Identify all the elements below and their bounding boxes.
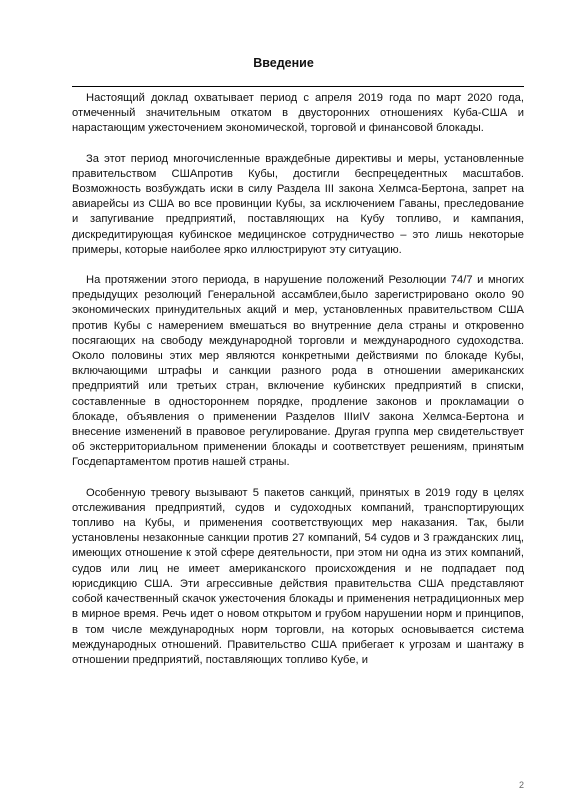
paragraph-1: Настоящий доклад охватывает период с апреля 2019 года по март 2020 года, отмеченный значительным откатом в двусторонних отношениях Куба-США и нарастающим ужесточением экономической, торговой и финансовой блокады. <box>72 92 524 135</box>
title-divider <box>72 86 524 87</box>
paragraph-4: Особенную тревогу вызывают 5 пакетов санкций, принятых в 2019 году в целях отслеживания предприятий, судов и судоходных компаний, транспортирующих топливо на Кубы, и применения соответствующих мер наказания. Так, были установлены незаконные санкции против 27 компаний, 54 судов и 3 гражданских лиц, имеющих отношение к этой сфере деятельности, при этом ни одна из этих компаний, судов или лиц не имеет американского происхождения и не подпадает под юрисдикцию США. Эти агрессивные действия правительства США представляют собой качественный скачок ужесточения блокады и применения нетрадиционных мер в мирное время. Речь идет о новом открытом и грубом нарушении норм и принципов, в том числе международных норм торговли, на которых основывается система международных отношений. Правительство США прибегает к угрозам и шантажу в отношении предприятий, поставляющих топливо Кубе, и <box>72 486 524 666</box>
paragraph-2: За этот период многочисленные враждебные директивы и меры, установленные правительством СШАпротив Кубы, достигли беспрецедентных масштабов. Возможность возбуждать иски в силу Раздела III закона Хелмса-Бертона, запрет на авиарейсы из США во все провинции Кубы, за исключением Гаваны, преследование и запугивание предприятий, поставляющих на Кубу топливо, и кампания, дискредитирующая кубинское медицинское сотрудничество – это лишь некоторые примеры, которые наиболее ярко иллюстрируют эту ситуацию. <box>72 152 524 256</box>
document-body <box>72 91 524 683</box>
page-title: Введение <box>253 56 314 70</box>
page-number: 2 <box>518 780 524 790</box>
paragraph-3: На протяжении этого периода, в нарушение положений Резолюции 74/7 и многих предыдущих резолюций Генеральной ассамблеи,было зарегистрировано около 90 экономических принудительных акций и мер, установленных правительством США против Кубы с намерением вмешаться во внутренние дела страны и откровенно посягающих на свободу международной торговли и международного судоходства. Около половины этих мер являются конкретными действиями по блокаде Кубы, включающими штрафы и санкции разного рода в отношении американских предприятий или третьих стран, включение кубинских предприятий в списки, составленные в одностороннем порядке, продление законов и прокламации о блокаде, объявления о применении Разделов IIIиIV закона Хелмса-Бертона и внесение изменений в правовое регулирование. Другая группа мер свидетельствует об экстерриториальном применении блокады и соответствует решениям, принятым Госдепартаментом против нашей страны. <box>72 274 524 469</box>
